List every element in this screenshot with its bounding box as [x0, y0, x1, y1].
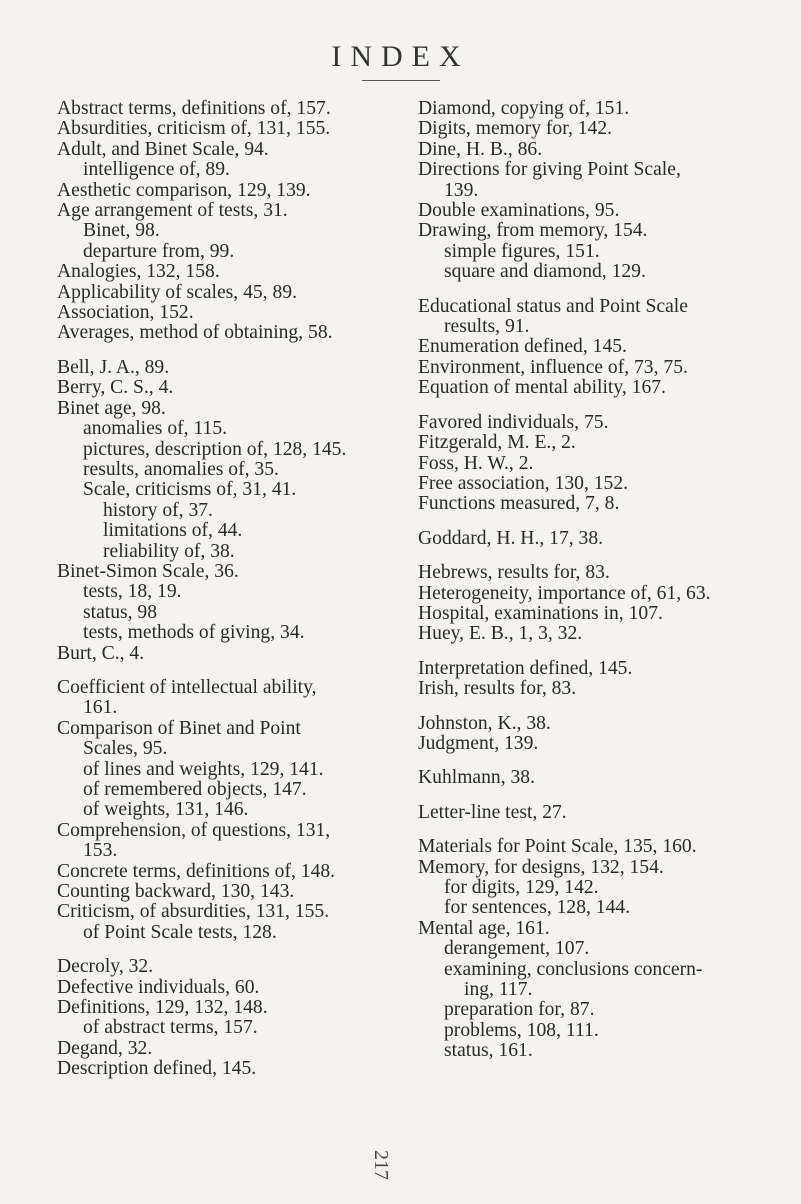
- index-entry: Interpretation defined, 145.: [418, 657, 633, 679]
- index-entry: problems, 108, 111.: [444, 1019, 599, 1041]
- page-number: 217: [370, 1150, 392, 1180]
- index-entry: Educational status and Point Scale: [418, 295, 688, 317]
- index-entry: Judgment, 139.: [418, 732, 539, 754]
- index-entry: Defective individuals, 60.: [57, 976, 260, 998]
- index-entry: Bell, J. A., 89.: [57, 356, 170, 378]
- index-entry: Applicability of scales, 45, 89.: [57, 281, 297, 303]
- index-entry: tests, 18, 19.: [83, 581, 182, 603]
- index-entry: Criticism, of absurdities, 131, 155.: [57, 901, 330, 923]
- index-entry: of remembered objects, 147.: [83, 779, 307, 800]
- index-entry: departure from, 99.: [83, 240, 235, 262]
- index-entry: Enumeration defined, 145.: [418, 336, 627, 358]
- index-entry: Analogies, 132, 158.: [57, 261, 220, 283]
- index-entry: Berry, C. S., 4.: [57, 377, 174, 399]
- index-entry: limitations of, 44.: [103, 520, 243, 542]
- index-entry: Association, 152.: [57, 302, 194, 324]
- index-entry: Favored individuals, 75.: [418, 411, 609, 433]
- index-entry: Hospital, examinations in, 107.: [418, 602, 663, 624]
- index-entry: Dine, H. B., 86.: [418, 138, 543, 160]
- index-entry: Heterogeneity, importance of, 61, 63.: [418, 582, 711, 604]
- index-entry: Mental age, 161.: [418, 917, 550, 939]
- index-entry: Binet age, 98.: [57, 397, 166, 419]
- index-entry: Binet-Simon Scale, 36.: [57, 560, 239, 582]
- index-entry: history of, 37.: [103, 499, 213, 521]
- index-entry: preparation for, 87.: [444, 999, 595, 1021]
- index-column-left: [57, 99, 407, 1080]
- index-entry: ing, 117.: [464, 979, 533, 1001]
- index-entry: of weights, 131, 146.: [83, 799, 249, 821]
- index-entry: 153.: [83, 840, 118, 862]
- index-entry: square and diamond, 129.: [444, 261, 646, 283]
- index-column-right: [418, 99, 768, 1062]
- index-entry: Double examinations, 95.: [418, 200, 620, 222]
- index-entry: 161.: [83, 697, 118, 719]
- index-entry: anomalies of, 115.: [83, 418, 228, 440]
- index-entry: results, anomalies of, 35.: [83, 458, 279, 480]
- index-entry: Equation of mental ability, 167.: [418, 377, 666, 399]
- index-entry: for digits, 129, 142.: [444, 877, 599, 898]
- index-entry: Hebrews, results for, 83.: [418, 562, 610, 584]
- index-entry: derangement, 107.: [444, 938, 590, 960]
- index-entry: Adult, and Binet Scale, 94.: [57, 138, 269, 160]
- index-entry: Coefficient of intellectual ability,: [57, 676, 317, 698]
- index-entry: Digits, memory for, 142.: [418, 118, 613, 140]
- index-entry: Functions measured, 7, 8.: [418, 493, 620, 515]
- index-entry: pictures, description of, 128, 145.: [83, 438, 347, 460]
- index-entry: Memory, for designs, 132, 154.: [418, 856, 664, 878]
- index-entry: Kuhlmann, 38.: [418, 767, 536, 789]
- index-entry: Averages, method of obtaining, 58.: [57, 322, 333, 344]
- page-title: INDEX: [331, 40, 470, 73]
- index-entry: reliability of, 38.: [103, 540, 235, 562]
- index-entry: Concrete terms, definitions of, 148.: [57, 860, 336, 882]
- index-entry: Binet, 98.: [83, 220, 160, 242]
- index-entry: Johnston, K., 38.: [418, 712, 551, 734]
- index-entry: Diamond, copying of, 151.: [418, 98, 630, 119]
- index-entry: simple figures, 151.: [444, 240, 600, 262]
- title-underline: [362, 80, 440, 81]
- index-entry: Goddard, H. H., 17, 38.: [418, 527, 604, 549]
- index-entry: of abstract terms, 157.: [83, 1017, 258, 1039]
- index-entry: intelligence of, 89.: [83, 159, 230, 181]
- index-entry: Counting backward, 130, 143.: [57, 881, 295, 903]
- index-entry: of lines and weights, 129, 141.: [83, 758, 324, 780]
- index-entry: Environment, influence of, 73, 75.: [418, 356, 688, 378]
- index-entry: Decroly, 32.: [57, 956, 154, 978]
- index-entry: Irish, results for, 83.: [418, 678, 577, 700]
- index-entry: examining, conclusions concern-: [444, 958, 703, 980]
- index-entry: Materials for Point Scale, 135, 160.: [418, 836, 697, 858]
- index-entry: Fitzgerald, M. E., 2.: [418, 432, 576, 454]
- index-entry: status, 161.: [444, 1040, 533, 1062]
- index-entry: Drawing, from memory, 154.: [418, 220, 648, 242]
- index-entry: Definitions, 129, 132, 148.: [57, 997, 268, 1019]
- index-entry: Comparison of Binet and Point: [57, 717, 301, 739]
- index-entry: Description defined, 145.: [57, 1058, 257, 1080]
- index-entry: Free association, 130, 152.: [418, 472, 629, 494]
- index-entry: Aesthetic comparison, 129, 139.: [57, 179, 311, 201]
- index-entry: Letter-line test, 27.: [418, 801, 567, 823]
- index-entry: Foss, H. W., 2.: [418, 452, 534, 474]
- index-entry: for sentences, 128, 144.: [444, 897, 631, 919]
- index-entry: 139.: [444, 179, 479, 201]
- index-entry: results, 91.: [444, 316, 530, 338]
- index-entry: Age arrangement of tests, 31.: [57, 200, 288, 222]
- index-entry: Directions for giving Point Scale,: [418, 159, 681, 181]
- index-entry: Abstract terms, definitions of, 157.: [57, 98, 331, 119]
- index-entry: Huey, E. B., 1, 3, 32.: [418, 623, 583, 645]
- index-entry: Burt, C., 4.: [57, 642, 145, 664]
- index-entry: Comprehension, of questions, 131,: [57, 819, 331, 841]
- index-entry: Scales, 95.: [83, 738, 168, 760]
- index-entry: status, 98: [83, 601, 158, 623]
- index-entry: Absurdities, criticism of, 131, 155.: [57, 118, 331, 140]
- index-entry: Scale, criticisms of, 31, 41.: [83, 479, 297, 501]
- index-entry: of Point Scale tests, 128.: [83, 921, 277, 943]
- index-entry: Degand, 32.: [57, 1037, 153, 1059]
- index-entry: tests, methods of giving, 34.: [83, 622, 305, 644]
